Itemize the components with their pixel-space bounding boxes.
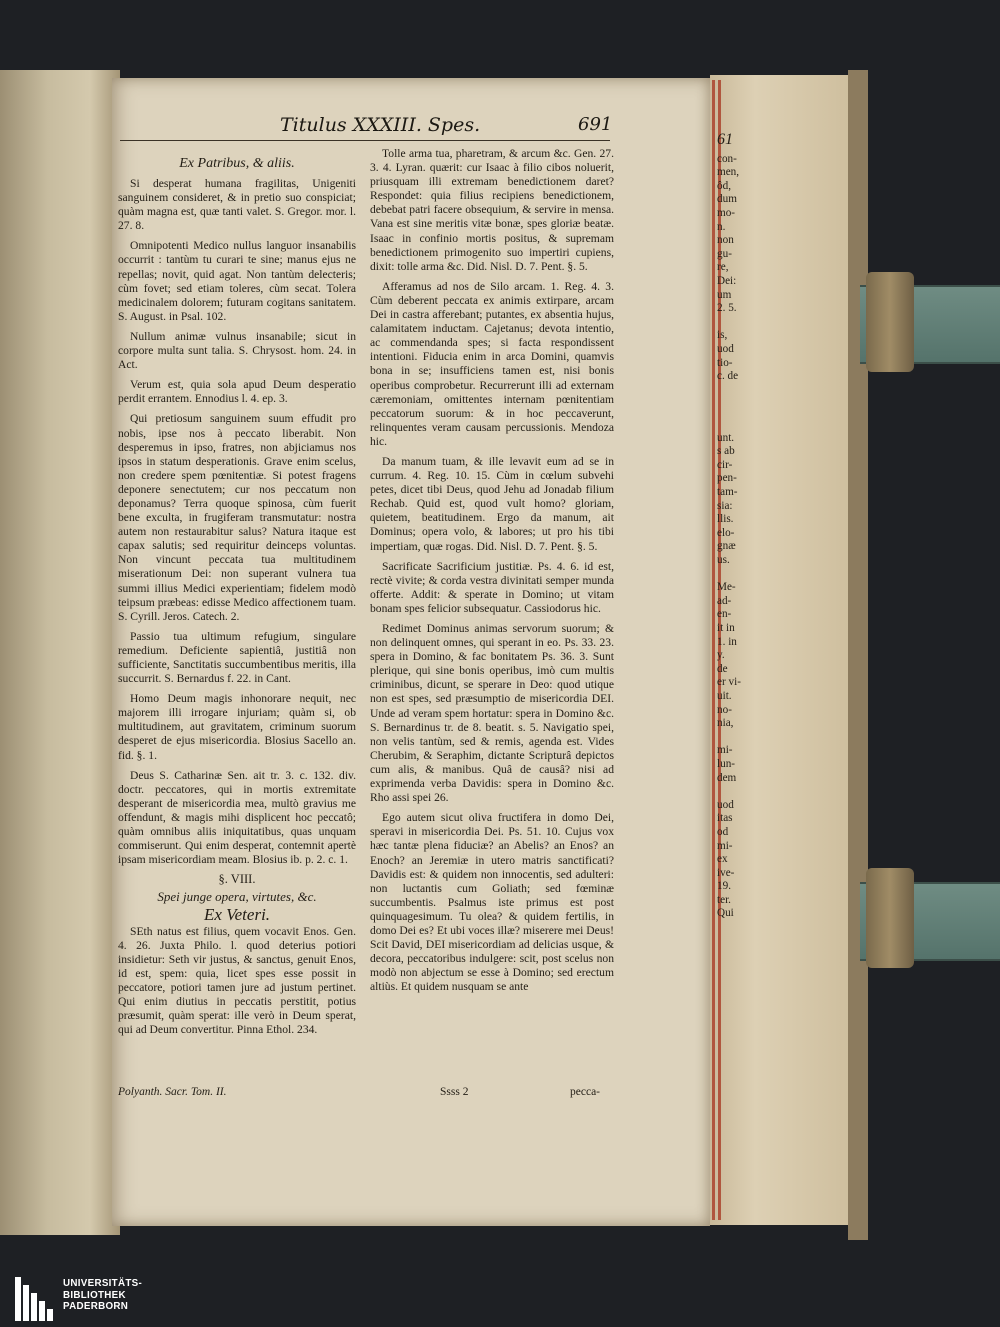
back-line <box>717 568 759 582</box>
back-line <box>717 785 759 799</box>
back-line: y. <box>717 649 725 662</box>
back-line: men, <box>717 166 740 179</box>
back-line: en- <box>717 608 732 621</box>
footer-title: Polyanth. Sacr. Tom. II. <box>118 1086 227 1098</box>
back-line: is, <box>717 329 728 342</box>
back-line: it in <box>717 622 735 634</box>
back-line: ter. <box>717 893 731 906</box>
back-line: de <box>717 662 728 675</box>
section-heading: Ex Patribus, & aliis. <box>179 156 295 171</box>
back-line: mo- <box>717 206 736 219</box>
back-line: n. <box>717 220 726 233</box>
back-line: pen- <box>717 472 737 485</box>
back-line: elo- <box>717 526 735 539</box>
paragraph: Sacrificate Sacrificium justitiæ. Ps. 4. 6. id est, rectè vivite; & corda vestra divinitati semper munda offerte. Addit: & sperate in Domino; ut vitam bonam spes felicior subsequatur. Cassiodorus hic. <box>370 559 614 615</box>
back-line: re, <box>717 261 729 274</box>
back-line: Qui <box>717 907 734 920</box>
paragraph: Deus S. Catharinæ Sen. ait tr. 3. c. 132. div. doctr. peccatores, qui in mortis extremitate desperant de misericordia mea, multò gravius me offendunt, & magis mihi displicent hoc peccatô; quàm omnibus aliis iniquitatibus, quas unquam commiserunt. Qui enim desperat, contemnit apertè ipsam misericordiam meam. Blosius ib. p. 2. c. 1. <box>118 768 356 867</box>
left-column <box>118 153 356 1037</box>
paragraph: Ego autem sicut oliva fructifera in domo Dei, speravi in misericordia Dei. Ps. 51. 10. Cujus vox hæc tantæ plena fiduciæ? an Abelis? an Enos? an Enoch? an Jeremiæ in utero matris sanctificati? Davidis est: & quidem non innocentis, sed adulteri: non luctantis cum Goliath; sed fœminæ succumbentis. Psalmus iste primus est post quinquagesimum. Tu olea? & quidem fertilis, in domo Dei es? Et ubi voces illæ? miserere mei Deus! Scit David, DEI misericordiam ad delicias usque, & decora, peccatoribus indulgere: scit, post scelus non modò non abjectum se esse à Domino; sed erectum altiùs. Et quidem nusquam se ante <box>370 811 614 994</box>
back-line: llis. <box>717 513 734 526</box>
back-line: lun- <box>717 757 736 770</box>
paragraph: Omnipotenti Medico nullus languor insanabilis occurrit : tantùm tu curari te sine; manus ejus ne repellas; novit, quid agat. Non tantùm delecteris; cùm fovet; sed etiam toleres, cùm secat. Tolera medicinalem dolorem; futuram cogitans sanitatem. S. August. in Psal. 102. <box>118 239 356 323</box>
right-column <box>370 147 614 994</box>
paragraph: Qui pretiosum sanguinem suum effudit pro nobis, ipse nos à peccato liberabit. Non desperemus in ipso, fratres, non abjiciamus nos ipsos in statum desperationis. Grave enim scelus, non credere spem pœnitentiæ. Si potest fragens deponere senectutem; cur nos peccatum non deponamus? Terra quoque spinosa, cùm fuerit bene exculta, in frugiferam transmutatur: nostra autem non restaurabitur salus? Natura itaque est capax salutis; sed requiritur deinceps voluntas. Non vincunt peccata tua multitudinem miserationum Dei: non superant vulnera tua summi illius Medici experientiam; fidelem modò teipsum præbeas: edisse Medico affectionem tuam. S. Cyrill. Jeros. Catech. 2. <box>118 412 356 623</box>
back-lines-top <box>717 153 759 384</box>
clasp-top <box>866 272 914 372</box>
back-line: mi- <box>717 839 733 852</box>
clasp-bottom <box>866 868 914 968</box>
back-line: dum <box>717 193 737 206</box>
header-rule <box>120 140 610 141</box>
catchword: pecca- <box>570 1086 600 1098</box>
back-line: con- <box>717 152 737 165</box>
back-line: um <box>717 288 732 301</box>
paragraph: Afferamus ad nos de Silo arcam. 1. Reg. 4. 3. Cùm deberent peccata ex animis extirpare, arcam Dei in castra afferebant; putantes, ex absentia hujus, calamitatem inductam. Cajetanus; devota intentio, ac commendanda spes; si facta respondissent intentioni. Fiducia enim in arca Domini, quamvis bona in se; insufficiens tamen est, nisi bonis operibus comprobetur. Recurrerunt illi ad externam cæremoniam, omittentes internam pœnitentiam peccatorum suorum: & in hoc peccaverunt, relinquentes veram causam percussionis. Mendoza hic. <box>370 279 614 448</box>
back-line: s ab <box>717 445 735 458</box>
back-lines-bottom <box>717 432 759 921</box>
back-line: uod <box>717 798 734 811</box>
back-line: gnæ <box>717 540 736 553</box>
back-line: gu- <box>717 247 732 260</box>
paragraph: Tolle arma tua, pharetram, & arcum &c. Gen. 27. 3. 4. Lyran. quærit: cur Isaac à filio cibos noluerit, priusquam illi extremam benedictionem daret? Respondet: quia filius recipiens benedictionem, debebat patri facere obsequium, & servire in mensa. Vana est sine meritis vitæ bonæ, spes gloriæ beatæ. Isaac in confinio mortis positus, & supremam benedictionem primogenito suo impertiri cupiens, dixit: tolle arma &c. Did. Nisl. D. 7. Pent. §. 5. <box>370 147 614 273</box>
running-head: Titulus XXXIII. Spes. <box>280 114 481 136</box>
back-line: 2. 5. <box>717 302 737 315</box>
back-line: Me- <box>717 581 736 594</box>
back-line: us. <box>717 554 730 567</box>
signature-mark: Ssss 2 <box>440 1086 469 1098</box>
back-line <box>717 316 759 330</box>
back-line: uod <box>717 342 734 355</box>
paragraph: Verum est, quia sola apud Deum desperatio perdit errantem. Ennodius l. 4. ep. 3. <box>118 378 356 406</box>
back-line: unt. <box>717 431 735 444</box>
sub-heading: Ex Veteri. <box>203 904 271 924</box>
back-line: Dei: <box>717 274 737 287</box>
page-number: 691 <box>578 114 613 135</box>
back-line: uit. <box>717 689 732 702</box>
paragraph: SEth natus est filius, quem vocavit Enos. Gen. 4. 26. Juxta Philo. l. quod deterius potiori insidietur: Seth vir justus, & sanctus, genuit Enos, id est, spem: quia, licet spes esse possit in peccatore, potiori tamen jure ad justum pertinet. Qui enim diutius in peccatis perstitit, potius præsumit, quàm sperat: ille verò in Deum sperat, qui ad Deum convertitur. Pinna Ethol. 234. <box>118 924 356 1037</box>
book-cover-edge <box>848 70 868 1240</box>
back-line: od <box>717 825 729 838</box>
back-line: er vi- <box>717 676 741 689</box>
paragraph: Da manum tuam, & ille levavit eum ad se in currum. 4. Reg. 10. 15. Cùm in cœlum subvehi petes, dicet tibi Deus, quod Jehu ad Jonadab filium Rechab. Quid est, quod vult homo? gloriam, quietem, beatitudinem. Ergo da manum, ait Dominus; opera volo, & labores; ut pro his tibi impertiam, quæ rogas. Did. Nisl. D. 7. Pent. §. 5. <box>370 454 614 553</box>
left-paragraphs <box>118 177 356 867</box>
back-line: ive- <box>717 866 735 879</box>
left-page-edge <box>0 70 120 1235</box>
back-line: tio- <box>717 356 733 369</box>
red-edge <box>712 80 715 1220</box>
back-line: dem <box>717 771 737 784</box>
paragraph: Homo Deum magis inhonorare nequit, nec majorem illi irrogare injuriam; quàm si, ob multitudinem, aut gravitatem, criminum suorum desperet de ejus misericordia. Blosius Sacello an. fid. §. 1. <box>118 692 356 762</box>
back-line: tam- <box>717 486 738 499</box>
library-logo-icon <box>15 1277 55 1321</box>
right-paragraphs <box>370 147 614 994</box>
back-page-text <box>717 133 759 921</box>
back-line: ex <box>717 853 728 866</box>
back-line: itas <box>717 812 733 825</box>
back-line: nia, <box>717 717 734 730</box>
back-line: ad- <box>717 594 732 607</box>
section-title: Spei junge opera, virtutes, &c. <box>157 889 317 905</box>
back-line <box>717 731 759 745</box>
back-line: no- <box>717 703 732 716</box>
back-line: 19. <box>717 880 731 893</box>
paragraph: Nullum animæ vulnus insanabile; sicut in corpore multa sunt talia. S. Chrysost. hom. 24. in Act. <box>118 329 356 372</box>
back-line: ôd, <box>717 179 731 192</box>
back-line: non <box>717 234 734 247</box>
back-page-number: 61 <box>717 131 733 148</box>
back-line: sia: <box>717 499 733 512</box>
back-line: c. de <box>717 370 739 383</box>
paragraph: Redimet Dominus animas servorum suorum; & non delinquent omnes, qui sperant in eo. Ps. 33. 23. spera in Domino, & fac bonitatem Ps. 36. 3. Sunt plerique, qui sine bonis operibus, imò cum multis criminibus, dicunt, se sperare in Deo: quod utique non est spes, sed præsumptio de misericordia DEI. Unde ad veram spem hortatur: spera in Domino &c. S. Bernardinus tr. de 8. beatit. s. 5. Navigatio spei, non velis tantùm, sed & remis, agenda est. Vides Cherubim, & Seraphim, dictante Scripturâ depictos cum alis, & manibus. Quâ de causâ? nisi ad exprimenda verba Davidis: spera in Domino &c. Rho assi spei 26. <box>370 622 614 805</box>
back-line: 1. in <box>717 635 737 648</box>
paragraph: Passio tua ultimum refugium, singulare remedium. Deficiente sapientiâ, justitiâ non sufficiente, Sanctitatis succumbentibus meritis, illa succurrit. S. Bernardus f. 22. in Cant. <box>118 629 356 686</box>
section-mark: §. VIII. <box>218 872 256 887</box>
library-name: UNIVERSITÄTS- BIBLIOTHEK PADERBORN <box>63 1278 143 1312</box>
paragraph: Si desperat humana fragilitas, Unigeniti sanguinem consideret, & in pretio suo conspiciat; quàm magna est, quæ tanti valet. S. Gregor. mor. l. 27. 8. <box>118 177 356 233</box>
back-line: cir- <box>717 458 733 471</box>
back-line: mi- <box>717 744 733 757</box>
